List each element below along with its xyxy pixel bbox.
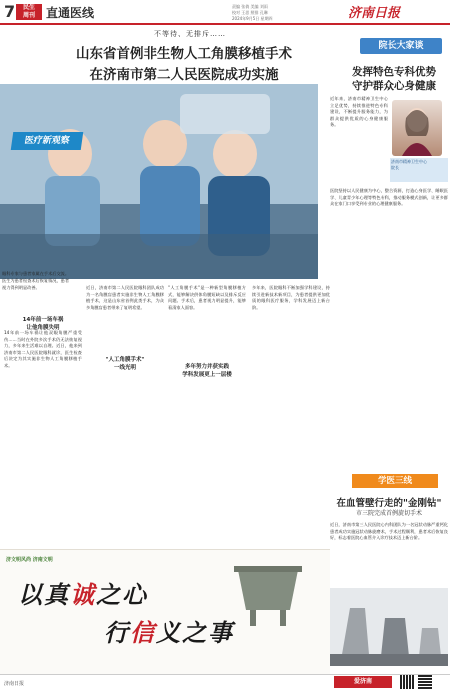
banner-line1-a: 以真 [18,580,70,609]
banner-logo: 济文明风尚 济南文明 [6,557,53,563]
subhead-2: "人工角膜手术" 一线光明 [105,357,145,371]
subhead-1: 14年前一场车祸 让他角膜失明 [22,317,64,331]
feature-badge: 院长大家谈 [360,38,442,54]
feature2-subtitle: 市三院完成首例旋切手术 [355,510,422,517]
article-headline-line1[interactable]: 山东省首例非生物人工角膜移植手术 [76,46,292,62]
app-logo[interactable]: 爱济南 [334,676,392,688]
qr-code-icon[interactable] [418,675,432,689]
article-kicker: 不等待、无排斥…… [154,30,226,38]
page-number: 7 [4,2,16,21]
photo-tag: 医疗新观察 [11,132,84,150]
banner-line1-b: 之心 [96,580,148,609]
header-divider [0,23,450,25]
feature2-badge: 学医三线 [352,474,438,488]
article-photo[interactable] [0,84,318,279]
subhead-3: 多年努力并获实践 学科发展更上一层楼 [182,364,232,378]
article-column-2: 近日，济南市第二人民医院眼科团队成功为一名角膜盲患者实施非生物人工角膜移植手术，这是山东省首例此类手术，为众多角膜盲患者带来了复明希望。 [86,285,164,310]
feature-intro: 近年来，济南市精神卫生中心立足优势，持续推进特色专科建设，不断提升服务能力，为群众提供优质的心身健康服务。 [330,96,388,128]
banner-line1-red: 诚 [70,580,96,609]
article-headline-line2[interactable]: 在济南市第二人民医院成功实施 [89,67,279,83]
ruins-illustration [330,588,448,666]
header-meta: 责编 张倩 美编 刘雨 校对 王思 照排 孔琳 2024年9月5日 星期四 [232,4,273,21]
feature-body: 医院坚持以人民健康为中心，整合资源，打造心身医学、睡眠医学、儿童青少年心理等特色专科，推动服务模式创新，让更多群众在家门口享受到专业的心理健康服务。 [330,188,448,207]
surgery-illustration [0,84,318,279]
banner-line2-red: 信 [130,618,156,647]
article-column-1: 14年前一场车祸让他双眼角膜严重受伤……当时在外院多次手术仍无法恢复视力，多年来生活难以自理。近日，他来到济南市第二人民医院眼科就诊，医生检查后决定为其实施非生物人工角膜移植手术。 [4,330,82,368]
person-card: 济南市精神卫生中心 院长 [390,158,448,182]
feature2-body: 近日，济南市第三人民医院心内科团队为一名冠状动脉严重钙化患者成功实施冠状动脉旋磨术，手术过程顺利，患者术后恢复良好，标志着医院心血管介入诊疗技术迈上新台阶。 [330,522,448,541]
banner-line2-b: 义之事 [156,618,234,647]
banner-line2-a: 行 [104,618,130,647]
banner-slogan-line1 [18,575,148,610]
article-column-3: "人工角膜手术"是一种新型角膜移植方式，能够解决供体角膜短缺以及排斥反应问题。手术后，患者视力明显提升，能够看清家人面容。 [168,285,246,310]
article-column-4: 多年来，医院眼科不断加强学科建设，持续引进新技术新项目，为患者提供更加优质的眼科医疗服务，学科发展迈上新台阶。 [252,285,330,310]
feature-title-line1[interactable]: 发挥特色专科优势 [352,66,436,78]
photo-caption: 眼科专家与患者家属在手术后交流。 医生为患者检查术后恢复情况，患者 视力得到明显改善。 [2,271,70,290]
section-title: 直通医线 [46,6,95,20]
section-badge: 民生 周刊 [16,4,42,20]
portrait-photo [392,100,442,156]
banner-slogan-line2 [104,613,234,648]
qr-code-icon[interactable] [400,675,414,689]
feature2-photo[interactable] [330,588,448,666]
masthead-logo: 济南日报 [348,6,401,21]
bronze-vessel-icon [220,560,316,630]
feature-title-line2[interactable]: 守护群众心身健康 [352,80,436,92]
footer-text: 济南日报 [4,681,25,687]
person-icon [392,100,442,156]
feature2-title[interactable]: 在血管壁行走的"金刚钻" [336,498,442,509]
